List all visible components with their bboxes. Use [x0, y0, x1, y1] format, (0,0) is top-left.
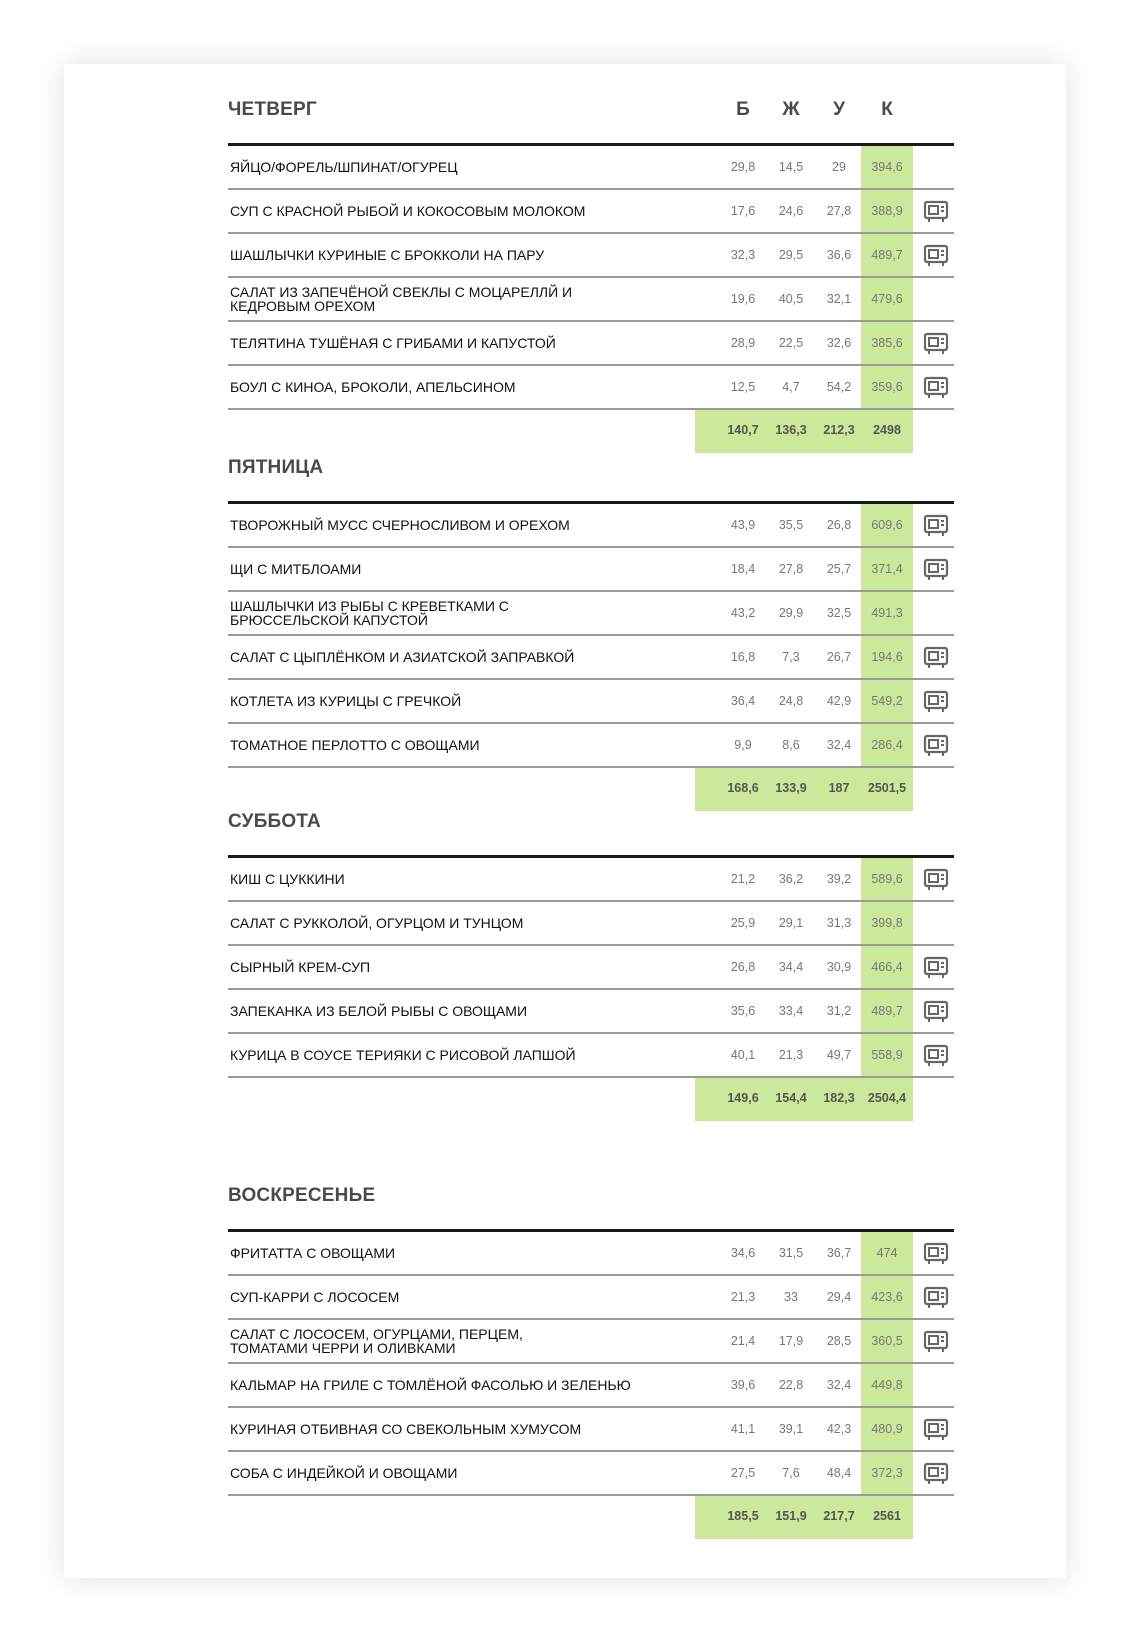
microwave-icon — [923, 514, 949, 538]
total-value: 140,7 — [727, 423, 759, 437]
table-row — [228, 858, 954, 902]
nutrient-value: 388,9 — [871, 204, 903, 218]
table-row — [228, 146, 954, 190]
nutrient-value: 549,2 — [871, 694, 903, 708]
totals-row — [228, 1496, 954, 1539]
total-value: 187 — [828, 781, 850, 795]
dish-name: ФРИТАТТА С ОВОЩАМИ — [230, 1245, 396, 1261]
nutrient-value: 14,5 — [778, 160, 804, 174]
nutrient-value: 21,4 — [730, 1334, 756, 1348]
nutrient-value: 16,8 — [730, 650, 756, 664]
nutrient-value: 371,4 — [871, 562, 903, 576]
nutrient-value: 36,4 — [730, 694, 756, 708]
microwave-icon — [923, 1000, 949, 1024]
nutrient-value: 9,9 — [734, 738, 752, 752]
table-row — [228, 990, 954, 1034]
microwave-icon — [923, 200, 949, 224]
nutrient-value: 40,5 — [778, 292, 804, 306]
nutrient-value: 22,5 — [778, 336, 804, 350]
nutrient-value: 34,4 — [778, 960, 804, 974]
nutrient-value: 26,8 — [826, 518, 852, 532]
nutrient-value: 489,7 — [871, 248, 903, 262]
table-row — [228, 366, 954, 410]
day-title: ПЯТНИЦА — [228, 457, 324, 478]
total-value: 149,6 — [727, 1091, 759, 1105]
nutrient-value: 474 — [876, 1246, 898, 1260]
nutrient-value: 32,3 — [730, 248, 756, 262]
nutrient-value: 24,8 — [778, 694, 804, 708]
table-row — [228, 234, 954, 278]
nutrient-value: 43,9 — [730, 518, 756, 532]
total-value: 2501,5 — [867, 781, 907, 795]
nutrient-value: 43,2 — [730, 606, 756, 620]
day-title: СУББОТА — [228, 811, 321, 832]
nutrient-value: 8,6 — [782, 738, 800, 752]
day-section — [228, 811, 954, 1121]
microwave-icon — [923, 1418, 949, 1442]
table-row — [228, 278, 954, 322]
dish-name: СЫРНЫЙ КРЕМ-СУП — [230, 959, 371, 975]
total-value: 154,4 — [775, 1091, 807, 1105]
day-title: ЧЕТВЕРГ — [228, 99, 317, 120]
totals-row — [228, 1078, 954, 1121]
nutrient-value: 28,9 — [730, 336, 756, 350]
table-row — [228, 190, 954, 234]
microwave-icon — [923, 1242, 949, 1266]
dish-name: ТОМАТНОЕ ПЕРЛОТТО С ОВОЩАМИ — [230, 737, 480, 753]
column-header: Ж — [782, 99, 800, 120]
nutrient-value: 479,6 — [871, 292, 903, 306]
nutrient-value: 36,6 — [826, 248, 852, 262]
nutrient-value: 26,8 — [730, 960, 756, 974]
nutrient-value: 394,6 — [871, 160, 903, 174]
total-value: 2561 — [873, 1509, 901, 1523]
nutrient-value: 372,3 — [871, 1466, 903, 1480]
day-section — [228, 457, 954, 811]
total-value: 151,9 — [775, 1509, 807, 1523]
nutrient-value: 42,9 — [826, 694, 852, 708]
dish-name: КОТЛЕТА ИЗ КУРИЦЫ С ГРЕЧКОЙ — [230, 693, 462, 709]
table-row — [228, 1452, 954, 1496]
nutrient-value: 18,4 — [730, 562, 756, 576]
nutrient-value: 54,2 — [826, 380, 852, 394]
nutrient-value: 31,2 — [826, 1004, 852, 1018]
nutrient-value: 24,6 — [778, 204, 804, 218]
nutrient-value: 27,8 — [826, 204, 852, 218]
dish-name: СУП С КРАСНОЙ РЫБОЙ И КОКОСОВЫМ МОЛОКОМ — [230, 203, 586, 219]
nutrient-value: 466,4 — [871, 960, 903, 974]
nutrient-value: 29,9 — [778, 606, 804, 620]
total-value: 182,3 — [823, 1091, 855, 1105]
nutrient-value: 42,3 — [826, 1422, 852, 1436]
microwave-icon — [923, 1044, 949, 1068]
day-title: ВОСКРЕСЕНЬЕ — [228, 1185, 376, 1206]
nutrient-value: 32,4 — [826, 738, 852, 752]
nutrient-value: 21,3 — [730, 1290, 756, 1304]
dish-name: ЯЙЦО/ФОРЕЛЬ/ШПИНАТ/ОГУРЕЦ — [230, 159, 458, 175]
table-row — [228, 680, 954, 724]
nutrient-value: 35,5 — [778, 518, 804, 532]
dish-name: КАЛЬМАР НА ГРИЛЕ С ТОМЛЁНОЙ ФАСОЛЬЮ И ЗЕЛЕНЬЮ — [230, 1377, 631, 1393]
day-section — [228, 1185, 954, 1539]
dish-name: ТЕЛЯТИНА ТУШЁНАЯ С ГРИБАМИ И КАПУСТОЙ — [230, 335, 556, 351]
dish-name: КУРИЦА В СОУСЕ ТЕРИЯКИ С РИСОВОЙ ЛАПШОЙ — [230, 1047, 576, 1063]
nutrient-value: 17,9 — [778, 1334, 804, 1348]
nutrient-value: 17,6 — [730, 204, 756, 218]
nutrient-value: 4,7 — [782, 380, 800, 394]
nutrient-value: 31,3 — [826, 916, 852, 930]
nutrient-value: 286,4 — [871, 738, 903, 752]
dish-name: СУП-КАРРИ С ЛОСОСЕМ — [230, 1289, 400, 1305]
table-row — [228, 1232, 954, 1276]
dish-name: ШАШЛЫЧКИ ИЗ РЫБЫ С КРЕВЕТКАМИ С БРЮССЕЛЬСКОЙ КАПУСТОЙ — [230, 598, 509, 628]
microwave-icon — [923, 1462, 949, 1486]
nutrient-value: 7,6 — [782, 1466, 800, 1480]
nutrient-value: 423,6 — [871, 1290, 903, 1304]
microwave-icon — [923, 1286, 949, 1310]
microwave-icon — [923, 646, 949, 670]
nutrient-value: 31,5 — [778, 1246, 804, 1260]
table-row — [228, 902, 954, 946]
nutrient-value: 29,4 — [826, 1290, 852, 1304]
column-header: Б — [736, 99, 750, 120]
microwave-icon — [923, 332, 949, 356]
nutrient-value: 558,9 — [871, 1048, 903, 1062]
nutrient-value: 34,6 — [730, 1246, 756, 1260]
nutrient-value: 480,9 — [871, 1422, 903, 1436]
dish-name: САЛАТ ИЗ ЗАПЕЧЁНОЙ СВЕКЛЫ С МОЦАРЕЛЛЙ И КЕДРОВЫМ ОРЕХОМ — [230, 284, 573, 314]
nutrient-value: 12,5 — [730, 380, 756, 394]
nutrient-value: 49,7 — [826, 1048, 852, 1062]
table-row — [228, 946, 954, 990]
nutrient-value: 22,8 — [778, 1378, 804, 1392]
nutrient-value: 29,5 — [778, 248, 804, 262]
microwave-icon — [923, 558, 949, 582]
nutrient-value: 36,2 — [778, 872, 804, 886]
nutrient-value: 33,4 — [778, 1004, 804, 1018]
total-value: 2504,4 — [867, 1091, 907, 1105]
dish-name: ЗАПЕКАНКА ИЗ БЕЛОЙ РЫБЫ С ОВОЩАМИ — [230, 1003, 528, 1019]
nutrient-value: 609,6 — [871, 518, 903, 532]
nutrient-value: 32,5 — [826, 606, 852, 620]
nutrient-value: 385,6 — [871, 336, 903, 350]
column-header: К — [881, 99, 893, 120]
total-value: 2498 — [873, 423, 901, 437]
nutrient-value: 7,3 — [782, 650, 800, 664]
nutrient-value: 36,7 — [826, 1246, 852, 1260]
nutrient-value: 29 — [832, 160, 846, 174]
table-row — [228, 1364, 954, 1408]
nutrient-value: 194,6 — [871, 650, 903, 664]
nutrient-value: 491,3 — [871, 606, 903, 620]
microwave-icon — [923, 734, 949, 758]
table-row — [228, 1276, 954, 1320]
nutrient-value: 21,2 — [730, 872, 756, 886]
table-row — [228, 592, 954, 636]
totals-row — [228, 768, 954, 811]
dish-name: САЛАТ С РУККОЛОЙ, ОГУРЦОМ И ТУНЦОМ — [230, 915, 524, 931]
dish-name: САЛАТ С ЛОСОСЕМ, ОГУРЦАМИ, ПЕРЦЕМ, ТОМАТАМИ ЧЕРРИ И ОЛИВКАМИ — [230, 1326, 523, 1356]
table-row — [228, 504, 954, 548]
nutrient-value: 32,4 — [826, 1378, 852, 1392]
table-row — [228, 636, 954, 680]
nutrient-value: 39,6 — [730, 1378, 756, 1392]
nutrient-value: 27,5 — [730, 1466, 756, 1480]
nutrient-value: 29,8 — [730, 160, 756, 174]
dish-name: САЛАТ С ЦЫПЛЁНКОМ И АЗИАТСКОЙ ЗАПРАВКОЙ — [230, 649, 575, 665]
dish-name: БОУЛ С КИНОА, БРОКОЛИ, АПЕЛЬСИНОМ — [230, 379, 516, 395]
nutrient-value: 27,8 — [778, 562, 804, 576]
nutrient-value: 21,3 — [778, 1048, 804, 1062]
totals-row — [228, 410, 954, 453]
nutrient-value: 25,7 — [826, 562, 852, 576]
total-value: 185,5 — [727, 1509, 759, 1523]
table-row — [228, 548, 954, 592]
nutrient-value: 19,6 — [730, 292, 756, 306]
table-row — [228, 1408, 954, 1452]
microwave-icon — [923, 868, 949, 892]
total-value: 133,9 — [775, 781, 807, 795]
day-section — [228, 99, 954, 453]
microwave-icon — [923, 690, 949, 714]
nutrient-value: 489,7 — [871, 1004, 903, 1018]
nutrient-value: 40,1 — [730, 1048, 756, 1062]
nutrient-value: 359,6 — [871, 380, 903, 394]
nutrient-value: 33 — [784, 1290, 798, 1304]
nutrient-value: 41,1 — [730, 1422, 756, 1436]
nutrient-value: 589,6 — [871, 872, 903, 886]
nutrient-value: 32,6 — [826, 336, 852, 350]
nutrient-value: 48,4 — [826, 1466, 852, 1480]
nutrient-value: 39,1 — [778, 1422, 804, 1436]
nutrient-value: 399,8 — [871, 916, 903, 930]
table-row — [228, 1034, 954, 1078]
nutrient-value: 360,5 — [871, 1334, 903, 1348]
nutrient-value: 39,2 — [826, 872, 852, 886]
microwave-icon — [923, 956, 949, 980]
nutrient-value: 29,1 — [778, 916, 804, 930]
dish-name: ЩИ С МИТБЛОАМИ — [230, 561, 362, 577]
nutrient-value: 26,7 — [826, 650, 852, 664]
dish-name: КУРИНАЯ ОТБИВНАЯ СО СВЕКОЛЬНЫМ ХУМУСОМ — [230, 1421, 582, 1437]
microwave-icon — [923, 376, 949, 400]
total-value: 217,7 — [823, 1509, 855, 1523]
nutrient-value: 28,5 — [826, 1334, 852, 1348]
total-value: 136,3 — [775, 423, 807, 437]
column-header: У — [833, 99, 845, 120]
nutrient-value: 30,9 — [826, 960, 852, 974]
nutrient-value: 35,6 — [730, 1004, 756, 1018]
total-value: 212,3 — [823, 423, 855, 437]
table-row — [228, 724, 954, 768]
total-value: 168,6 — [727, 781, 759, 795]
dish-name: ТВОРОЖНЫЙ МУСС СЧЕРНОСЛИВОМ И ОРЕХОМ — [230, 517, 570, 533]
microwave-icon — [923, 244, 949, 268]
dish-name: КИШ С ЦУККИНИ — [230, 871, 345, 887]
nutrient-value: 449,8 — [871, 1378, 903, 1392]
dish-name: СОБА С ИНДЕЙКОЙ И ОВОЩАМИ — [230, 1465, 458, 1481]
microwave-icon — [923, 1330, 949, 1354]
table-row — [228, 322, 954, 366]
nutrient-value: 32,1 — [826, 292, 852, 306]
nutrient-value: 25,9 — [730, 916, 756, 930]
dish-name: ШАШЛЫЧКИ КУРИНЫЕ С БРОККОЛИ НА ПАРУ — [230, 247, 545, 263]
table-row — [228, 1320, 954, 1364]
